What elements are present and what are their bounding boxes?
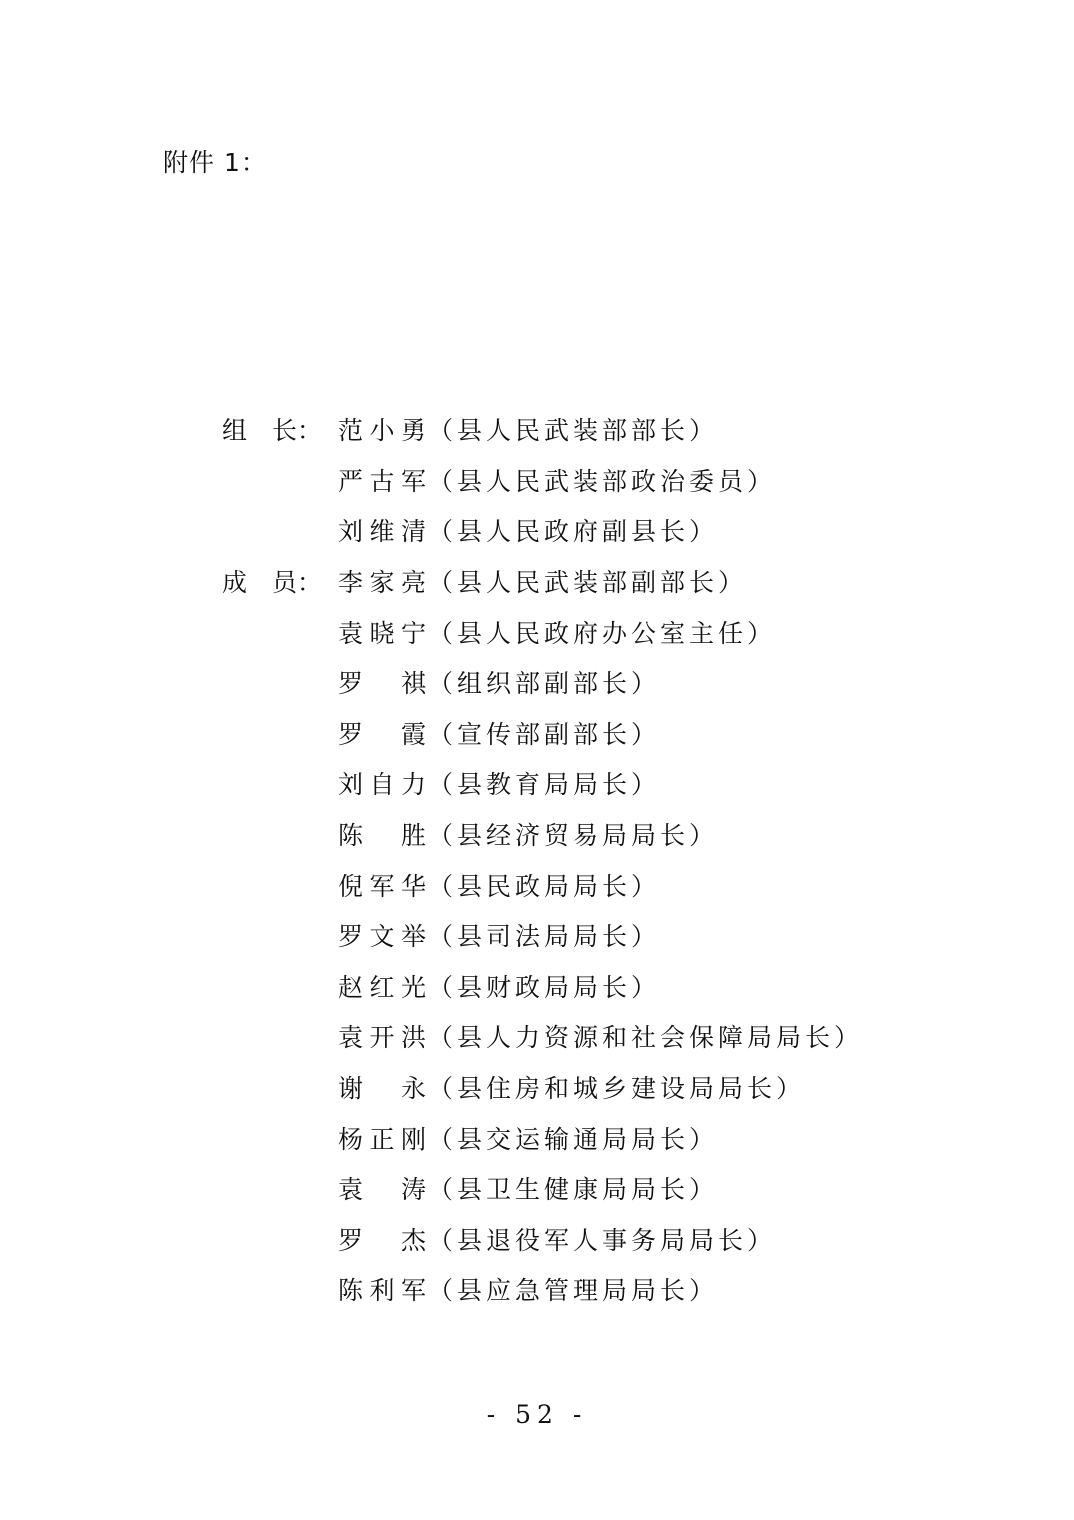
roster-row xyxy=(222,758,863,809)
roster-row xyxy=(222,708,863,759)
member-name: 陈 胜 xyxy=(338,821,428,851)
member-name: 谢 永 xyxy=(338,1074,428,1104)
roster-list xyxy=(222,404,863,1315)
member-title: （县民政局局长） xyxy=(428,871,661,901)
member-title: （县卫生健康局局长） xyxy=(428,1175,719,1205)
member-title: （县应急管理局局长） xyxy=(428,1276,719,1306)
member-title: （县人力资源和社会保障局局长） xyxy=(428,1023,864,1053)
member-title: （县人民武装部副部长） xyxy=(428,568,748,598)
member-name: 罗文举 xyxy=(338,922,428,952)
roster-row xyxy=(222,1011,863,1062)
member-name: 袁晓宁 xyxy=(338,618,428,648)
roster-row xyxy=(222,809,863,860)
member-title: （宣传部副部长） xyxy=(428,719,661,749)
member-name: 严古军 xyxy=(338,466,428,496)
roster-row xyxy=(222,505,863,556)
member-name: 罗 霞 xyxy=(338,719,428,749)
member-title: （县人民武装部部长） xyxy=(428,416,719,446)
roster-row xyxy=(222,859,863,910)
roster-row xyxy=(222,455,863,506)
member-name: 罗 杰 xyxy=(338,1225,428,1255)
member-name: 袁 涛 xyxy=(338,1175,428,1205)
roster-row xyxy=(222,1163,863,1214)
roster-row xyxy=(222,556,863,607)
roster-row xyxy=(222,1264,863,1315)
page-number: - 52 - xyxy=(486,1400,588,1429)
member-title: （县交运输通局局长） xyxy=(428,1124,719,1154)
attachment-label: 附件 1： xyxy=(163,148,267,177)
member-name: 倪军华 xyxy=(338,871,428,901)
member-name: 袁开洪 xyxy=(338,1023,428,1053)
roster-row xyxy=(222,961,863,1012)
member-title: （县人民政府副县长） xyxy=(428,517,719,547)
member-title: （县教育局局长） xyxy=(428,770,661,800)
member-name: 陈利军 xyxy=(338,1276,428,1306)
member-name: 范小勇 xyxy=(338,416,428,446)
roster-row xyxy=(222,1062,863,1113)
member-title: （县人民政府办公室主任） xyxy=(428,618,777,648)
member-title: （县人民武装部政治委员） xyxy=(428,466,777,496)
role-label: 成 员： xyxy=(222,568,323,598)
roster-row xyxy=(222,910,863,961)
member-name: 赵红光 xyxy=(338,972,428,1002)
roster-row xyxy=(222,657,863,708)
roster-row xyxy=(222,1112,863,1163)
member-title: （县住房和城乡建设局局长） xyxy=(428,1074,806,1104)
roster-row xyxy=(222,404,863,455)
member-title: （县退役军人事务局局长） xyxy=(428,1225,777,1255)
roster-row xyxy=(222,1214,863,1265)
member-name: 李家亮 xyxy=(338,568,428,598)
member-title: （县经济贸易局局长） xyxy=(428,821,719,851)
member-title: （县财政局局长） xyxy=(428,972,661,1002)
member-title: （组织部副部长） xyxy=(428,669,661,699)
member-name: 杨正刚 xyxy=(338,1124,428,1154)
member-name: 罗 祺 xyxy=(338,669,428,699)
member-name: 刘维清 xyxy=(338,517,428,547)
roster-row xyxy=(222,606,863,657)
member-name: 刘自力 xyxy=(338,770,428,800)
member-title: （县司法局局长） xyxy=(428,922,661,952)
role-label: 组 长： xyxy=(222,416,323,446)
